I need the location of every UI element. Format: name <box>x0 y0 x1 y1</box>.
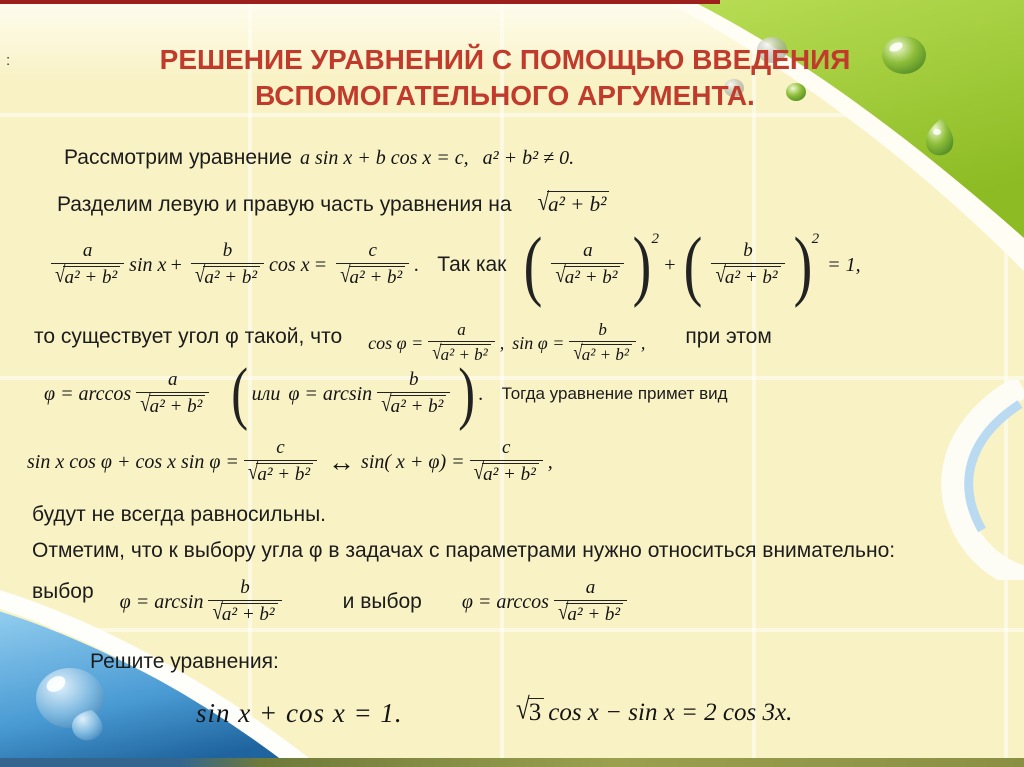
right-swoosh-decoration <box>920 380 1024 580</box>
and-choice-label: и выбор <box>342 590 422 613</box>
denominator <box>336 263 409 289</box>
phi-arccos: φ = arccos <box>44 382 132 405</box>
plus-sign: + <box>662 253 677 276</box>
main-equation: a sin x + b cos x = c, <box>300 146 469 169</box>
sqrt-radicand: a² + b² <box>349 266 406 288</box>
fraction-c <box>336 241 409 289</box>
title-line-2: ВСПОМОГАТЕЛЬНОГО АРГУМЕНТА. <box>255 80 755 112</box>
sqrt-sign: √ <box>537 187 550 216</box>
plus-sign: + <box>169 253 183 276</box>
sqrt-radicand: a² + b² <box>256 463 313 485</box>
row-consider-equation <box>64 146 574 170</box>
exponent-2: 2 <box>811 230 820 247</box>
numerator: b <box>598 320 607 340</box>
period: . <box>478 382 484 405</box>
choice-label: выбор <box>32 580 94 603</box>
row-solve-label <box>90 650 279 674</box>
consider-label: Рассмотрим уравнение <box>64 146 293 169</box>
exponent-2: 2 <box>651 230 659 247</box>
sqrt-radicand: a² + b² <box>63 266 120 288</box>
sin-x: sin x <box>129 253 167 276</box>
sqrt-sign: √ <box>715 262 726 288</box>
fraction-b <box>377 370 450 418</box>
sqrt-3 <box>516 693 544 727</box>
numerator: b <box>222 240 233 262</box>
sqrt-radicand: a² + b² <box>149 395 206 417</box>
denominator <box>470 460 543 486</box>
fraction-b <box>711 241 784 289</box>
right-paren: ) <box>793 220 812 308</box>
sin-x-plus-phi: sin( x + φ) = <box>361 450 465 473</box>
sqrt-sign: √ <box>381 391 392 417</box>
numerator: b <box>409 369 419 391</box>
not-always-label: будут не всегда равносильны. <box>32 503 327 526</box>
denominator <box>208 600 281 626</box>
phi-arccos: φ = arccos <box>461 590 549 613</box>
fraction-c <box>470 438 543 486</box>
fraction-c <box>244 438 317 486</box>
fraction-b <box>191 241 264 289</box>
sqrt-sign: √ <box>140 391 151 417</box>
numerator: a <box>585 577 596 599</box>
white-swoosh <box>953 386 1024 578</box>
left-paren: ( <box>684 220 703 308</box>
phi-arcsin: φ = arcsin <box>119 590 204 613</box>
solve-label: Решите уравнения: <box>90 650 279 673</box>
equals-sign: = <box>313 253 328 276</box>
sqrt-sign: √ <box>247 459 259 485</box>
phi-arcsin: φ = arcsin <box>288 382 373 405</box>
cos-phi-equals: cos φ = <box>368 332 424 353</box>
exercise-2-equation: cos x − sin x = 2 cos 3x. <box>548 699 793 726</box>
comma: , <box>499 332 505 353</box>
denominator <box>244 460 317 486</box>
exercise-1-equation: sin x + cos x = 1. <box>196 697 403 728</box>
sqrt-radicand: a² + b² <box>482 463 539 485</box>
right-paren: ) <box>633 220 652 308</box>
top-red-strip <box>0 0 720 4</box>
row-divide-by <box>57 187 609 217</box>
denominator <box>377 392 450 418</box>
at-this-label: при этом <box>685 325 772 348</box>
sqrt-radicand: a² + b² <box>566 603 623 625</box>
sqrt-radicand: a² + b² <box>564 266 621 288</box>
numerator: a <box>457 320 466 340</box>
or-word: или <box>251 382 281 405</box>
fraction-a <box>554 578 627 626</box>
denominator <box>711 263 784 289</box>
sqrt-sign: √ <box>340 262 351 288</box>
denominator <box>136 392 209 418</box>
fraction-b <box>208 578 281 626</box>
exists-label: то существует угол φ такой, что <box>34 325 343 348</box>
sqrt-a2b2 <box>537 187 610 217</box>
sqrt-radicand: a² + b² <box>440 344 491 364</box>
left-paren: ( <box>523 220 543 308</box>
equals-one: = 1, <box>827 253 861 276</box>
row-exercise-2 <box>516 692 792 734</box>
sqrt-sign: √ <box>55 262 66 288</box>
fraction-a <box>136 370 209 418</box>
denominator <box>51 263 124 289</box>
lhs-sum: sin x cos φ + cos x sin φ = <box>27 450 239 473</box>
sqrt-radicand: a² + b² <box>581 344 632 364</box>
since-label: Так как <box>437 253 507 276</box>
stray-colon-mark: : <box>6 52 11 69</box>
comma: , <box>640 332 646 353</box>
cos-x: cos x <box>269 253 310 276</box>
numerator: b <box>743 240 753 262</box>
sqrt-sign: √ <box>573 341 583 365</box>
numerator: a <box>583 240 593 262</box>
period: . <box>414 253 420 276</box>
sqrt-radicand: a² + b² <box>547 191 609 216</box>
numerator: a <box>167 369 178 391</box>
denominator <box>191 263 264 289</box>
denominator <box>554 600 627 626</box>
row-not-always <box>32 503 326 527</box>
sqrt-radicand: 3 <box>528 698 545 726</box>
bottom-accent-strip <box>0 758 1024 767</box>
row-note <box>32 539 895 563</box>
divide-label: Разделим левую и правую часть уравнения на <box>57 192 512 216</box>
numerator: c <box>501 437 511 459</box>
equivalence-arrow: ↔ <box>328 446 356 477</box>
numerator: c <box>276 437 285 459</box>
fraction-a <box>51 241 124 289</box>
right-paren: ) <box>458 355 476 433</box>
row-normalized-equation <box>46 220 861 308</box>
then-form-label: Тогда уравнение примет вид <box>501 384 728 403</box>
numerator: b <box>240 577 250 599</box>
sqrt-sign: √ <box>432 341 442 365</box>
sqrt-radicand: a² + b² <box>724 266 781 288</box>
sqrt-sign: √ <box>473 459 485 485</box>
sqrt-sign: √ <box>555 262 566 288</box>
sqrt-sign: √ <box>557 599 569 625</box>
sqrt-sign: √ <box>212 599 223 625</box>
row-exercise-1 <box>196 692 403 734</box>
comma: , <box>547 450 553 473</box>
slide-title <box>40 42 970 115</box>
sqrt-radicand: a² + b² <box>221 603 278 625</box>
row-phi-definition <box>44 355 728 433</box>
numerator: c <box>368 240 377 262</box>
row-transformed-equation <box>27 427 553 497</box>
sqrt-sign: √ <box>516 693 530 726</box>
note-label: Отметим, что к выбору угла φ в задачах с параметрами нужно относиться внимательно: <box>32 539 896 562</box>
drop-highlight <box>933 129 941 135</box>
left-paren: ( <box>231 355 249 433</box>
sqrt-radicand: a² + b² <box>203 266 260 288</box>
sqrt-sign: √ <box>194 262 206 288</box>
row-choice-comparison <box>32 566 632 638</box>
numerator: a <box>82 240 93 262</box>
denominator <box>551 263 624 289</box>
title-line-1: РЕШЕНИЕ УРАВНЕНИЙ С ПОМОЩЬЮ ВВЕДЕНИЯ <box>159 44 851 75</box>
condition-equation: a² + b² ≠ 0. <box>482 146 575 169</box>
fraction-a <box>551 241 624 289</box>
sin-phi-equals: sin φ = <box>512 332 565 353</box>
sqrt-radicand: a² + b² <box>390 395 447 417</box>
